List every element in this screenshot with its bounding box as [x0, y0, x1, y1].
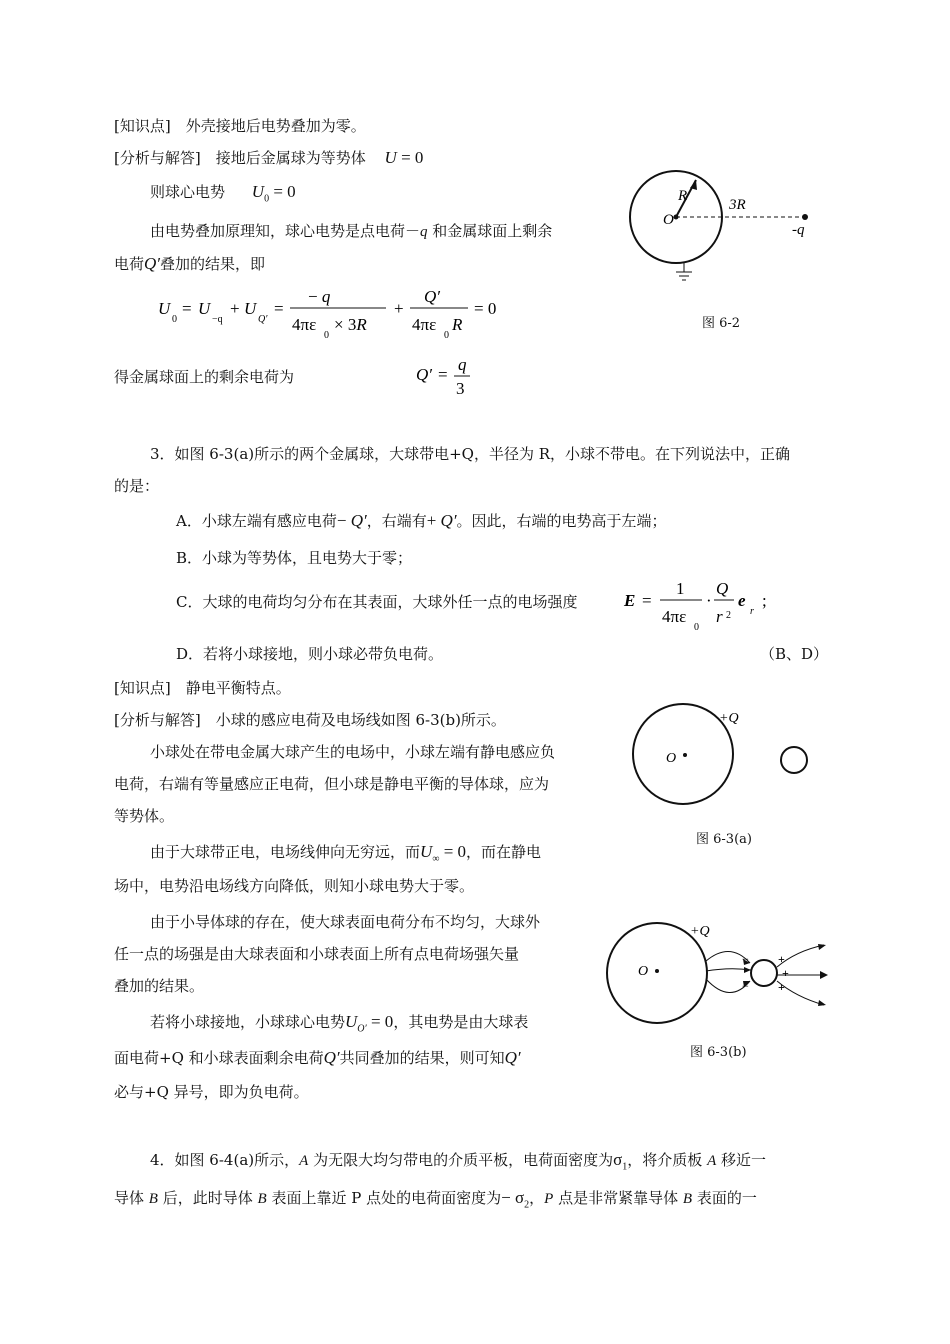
- svg-text:−: −: [742, 979, 749, 993]
- q4-text-2b: 后，此时导体: [162, 1189, 253, 1207]
- svg-text:0: 0: [444, 330, 449, 341]
- figure-6-3a: [628, 700, 828, 812]
- q3-p4-line3: 必与+Q 异号，即为负电荷。: [114, 1083, 309, 1101]
- q3-p1-line2: 电荷，右端有等量感应正电荷，但小球是静电平衡的导体球，应为: [114, 775, 550, 793]
- svg-text:4πε: 4πε: [412, 315, 437, 334]
- svg-text:+: +: [778, 980, 785, 994]
- svg-text:U: U: [244, 299, 257, 318]
- svg-text:0: 0: [324, 330, 329, 341]
- q3-p3-line1: 由于小导体球的存在，使大球表面电荷分布不均匀，大球外: [150, 913, 541, 931]
- q4-text-2c: 表面上靠近 P 点处的电荷面密度为: [271, 1189, 502, 1207]
- fig62-minus-q: -q: [792, 222, 805, 238]
- q3-analysis: [分析与解答] 小球的感应电荷及电场线如图 6-3(b)所示。: [114, 711, 506, 729]
- q2-superpose-line2: 电荷Q′叠加的结果，即: [114, 254, 266, 273]
- fig63a-O: O: [666, 751, 677, 766]
- svg-text:=: =: [182, 299, 192, 318]
- q3-p4-line2: 面电荷+Q 和小球表面剩余电荷Q′共同叠加的结果，则可知Q′: [114, 1048, 521, 1067]
- fig63a-plus-Q: +Q: [719, 711, 739, 726]
- svg-text:+: +: [394, 299, 404, 318]
- q3-p4-line1: 若将小球接地，小球球心电势$U_{O'} = 0$，其电势是由大球表: [150, 1012, 529, 1035]
- svg-text:−: −: [742, 952, 749, 966]
- q2-center-text: 则球心电势: [150, 183, 226, 201]
- q2-charge-text-b: 叠加的结果，即: [160, 255, 266, 273]
- q3-p2-text-b: ，而在静电: [466, 843, 542, 861]
- q2-analysis-label: [分析与解答]: [114, 149, 201, 167]
- q4-P: P: [544, 1191, 554, 1207]
- svg-text:+: +: [230, 299, 240, 318]
- svg-text:2: 2: [726, 610, 731, 621]
- figure-6-2: [628, 168, 828, 292]
- svg-text:0: 0: [694, 622, 699, 632]
- q3-option-a-text3: 。因此，右端的电势高于左端；: [456, 512, 667, 530]
- q3-p4-text-a: 若将小球接地，小球球心电势: [150, 1013, 346, 1031]
- fig62-O: O: [663, 212, 674, 228]
- svg-text:=: =: [642, 591, 652, 610]
- svg-text:;: ;: [762, 591, 767, 610]
- q3-answer: （B、D）: [760, 645, 829, 663]
- fig63b-plus-Q: +Q: [690, 924, 710, 939]
- svg-text:e: e: [738, 591, 746, 610]
- q3-option-a-text2: ，右端有: [366, 512, 427, 530]
- svg-text:U: U: [198, 299, 211, 318]
- q4-text-2e: 点是非常紧靠导体: [558, 1189, 679, 1207]
- q3-p2-line2: 场中，电势沿电场线方向降低，则知小球电势大于零。: [114, 877, 475, 895]
- svg-text:+: +: [782, 966, 789, 980]
- q2-charge-text: 电荷: [114, 255, 145, 273]
- q4-A-1: A: [299, 1153, 309, 1169]
- q3-stem-line1: 3．如图 6-3(a)所示的两个金属球，大球带电+Q，半径为 R，小球不带电。在下列说法中，正确: [150, 445, 791, 463]
- figure-6-3a-caption: 图 6-3(a): [696, 832, 752, 847]
- svg-text:× 3R: × 3R: [334, 315, 367, 334]
- svg-text:=: =: [274, 299, 284, 318]
- svg-text:= 0: = 0: [474, 299, 497, 318]
- q4-text-2a: 导体: [114, 1189, 145, 1207]
- q4-text-1c: ，将介质板: [627, 1151, 703, 1169]
- svg-text:U: U: [158, 299, 171, 318]
- q2-superpose-text-b: 和金属球面上剩余: [432, 222, 553, 240]
- svg-text:r: r: [750, 606, 754, 617]
- q4-line2: 导体 B 后，此时导体 B 表面上靠近 P 点处的电荷面密度为− $\sigma_2$，P 点是非常紧靠导体 B 表面的一: [114, 1188, 757, 1211]
- q2-center-potential: 则球心电势 $U_0 = 0$: [150, 182, 296, 205]
- svg-text:Q′: Q′: [424, 287, 440, 306]
- q4-text-1b: 为无限大均匀带电的介质平板，电荷面密度为: [313, 1151, 614, 1169]
- svg-text:0: 0: [172, 314, 177, 325]
- small-sphere: [781, 747, 807, 773]
- svg-text:R: R: [452, 315, 463, 334]
- q3-option-a-text1: A．小球左端有感应电荷: [176, 512, 337, 530]
- fig63b-O: O: [638, 964, 649, 979]
- svg-text:Q′: Q′: [416, 365, 432, 384]
- svg-text:− q: − q: [308, 287, 331, 306]
- q3-knowledge: [知识点] 静电平衡特点。: [114, 679, 291, 697]
- q2-superpose-line1: 由电势叠加原理知，球心电势是点电荷－q 和金属球面上剩余: [150, 222, 553, 240]
- svg-text:−q: −q: [212, 314, 223, 325]
- charge-minus-q-dot: [802, 214, 808, 220]
- fig62-R: R: [678, 188, 688, 204]
- q3-option-c: C．大球的电荷均匀分布在其表面，大球外任一点的电场强度: [176, 593, 578, 611]
- q3-p3-line2: 任一点的场强是由大球表面和小球表面上所有点电荷场强矢量: [114, 945, 520, 963]
- fig62-3R: 3R: [729, 197, 746, 213]
- svg-text:1: 1: [676, 579, 685, 598]
- q3-p3-line3: 叠加的结果。: [114, 977, 205, 995]
- q3-p4-text-b: ，其电势是由大球表: [393, 1013, 529, 1031]
- q3-p2-line1: 由于大球带正电，电场线伸向无穷远，而$U_\infty = 0$，而在静电: [150, 842, 542, 865]
- svg-text:E: E: [624, 591, 636, 610]
- q4-text-2d: ，: [529, 1189, 545, 1207]
- figure-6-3b: [600, 915, 840, 1031]
- q2-superpose-text-a: 由电势叠加原理知，球心电势是点电荷－: [150, 222, 421, 240]
- q4-A-2: A: [707, 1153, 717, 1169]
- q2-result-text: 得金属球面上的剩余电荷为: [114, 368, 295, 386]
- svg-text:·: ·: [706, 591, 712, 610]
- q3-p4-text-c: 面电荷+Q 和小球表面剩余电荷: [114, 1049, 324, 1067]
- q3-option-d: D．若将小球接地，则小球必带负电荷。: [176, 645, 444, 663]
- svg-text:4πε: 4πε: [662, 607, 687, 626]
- svg-text:q: q: [458, 355, 467, 374]
- q4-text-2f: 表面的一: [696, 1189, 757, 1207]
- q2-analysis: [分析与解答] 接地后金属球为等势体 U = 0: [114, 148, 424, 167]
- q2-analysis-text: 接地后金属球为等势体: [215, 149, 366, 167]
- svg-text:=: =: [438, 365, 448, 384]
- q2-equation: [150, 284, 520, 348]
- q3-p1-line3: 等势体。: [114, 807, 175, 825]
- svg-text:r: r: [716, 607, 723, 626]
- q3-p2-text-a: 由于大球带正电，电场线伸向无穷远，而: [150, 843, 421, 861]
- q3-option-b: B．小球为等势体，且电势大于零；: [176, 549, 413, 567]
- q4-B-2: B: [257, 1191, 267, 1207]
- figure-6-3b-caption: 图 6-3(b): [690, 1045, 747, 1060]
- q2-knowledge: [知识点] 外壳接地后电势叠加为零。: [114, 117, 366, 135]
- q3-field-formula: [622, 572, 782, 632]
- svg-text:+: +: [778, 952, 785, 966]
- q3-option-a: A．小球左端有感应电荷− Q′，右端有+ Q′。因此，右端的电势高于左端；: [176, 511, 667, 530]
- q3-stem-line2: 的是：: [114, 477, 160, 495]
- svg-text:Q: Q: [716, 579, 729, 598]
- svg-text:3: 3: [456, 379, 465, 398]
- figure-6-2-caption: 图 6-2: [702, 316, 741, 331]
- q3-p4-text-d: 共同叠加的结果，则可知: [339, 1049, 505, 1067]
- svg-text:4πε: 4πε: [292, 315, 317, 334]
- q3-p1-line1: 小球处在带电金属大球产生的电场中，小球左端有静电感应负: [150, 743, 556, 761]
- q4-B-1: B: [148, 1191, 158, 1207]
- q2-result-formula: [414, 352, 484, 400]
- q4-text-1d: 移近一: [721, 1151, 767, 1169]
- q4-B-3: B: [682, 1191, 693, 1207]
- q4-line1: 4．如图 6-4(a)所示，A 为无限大均匀带电的介质平板，电荷面密度为$\sigma_1$，将介质板 A 移近一: [150, 1150, 767, 1173]
- svg-text:Q′: Q′: [258, 314, 268, 325]
- q4-text-1a: 4．如图 6-4(a)所示，: [150, 1151, 300, 1169]
